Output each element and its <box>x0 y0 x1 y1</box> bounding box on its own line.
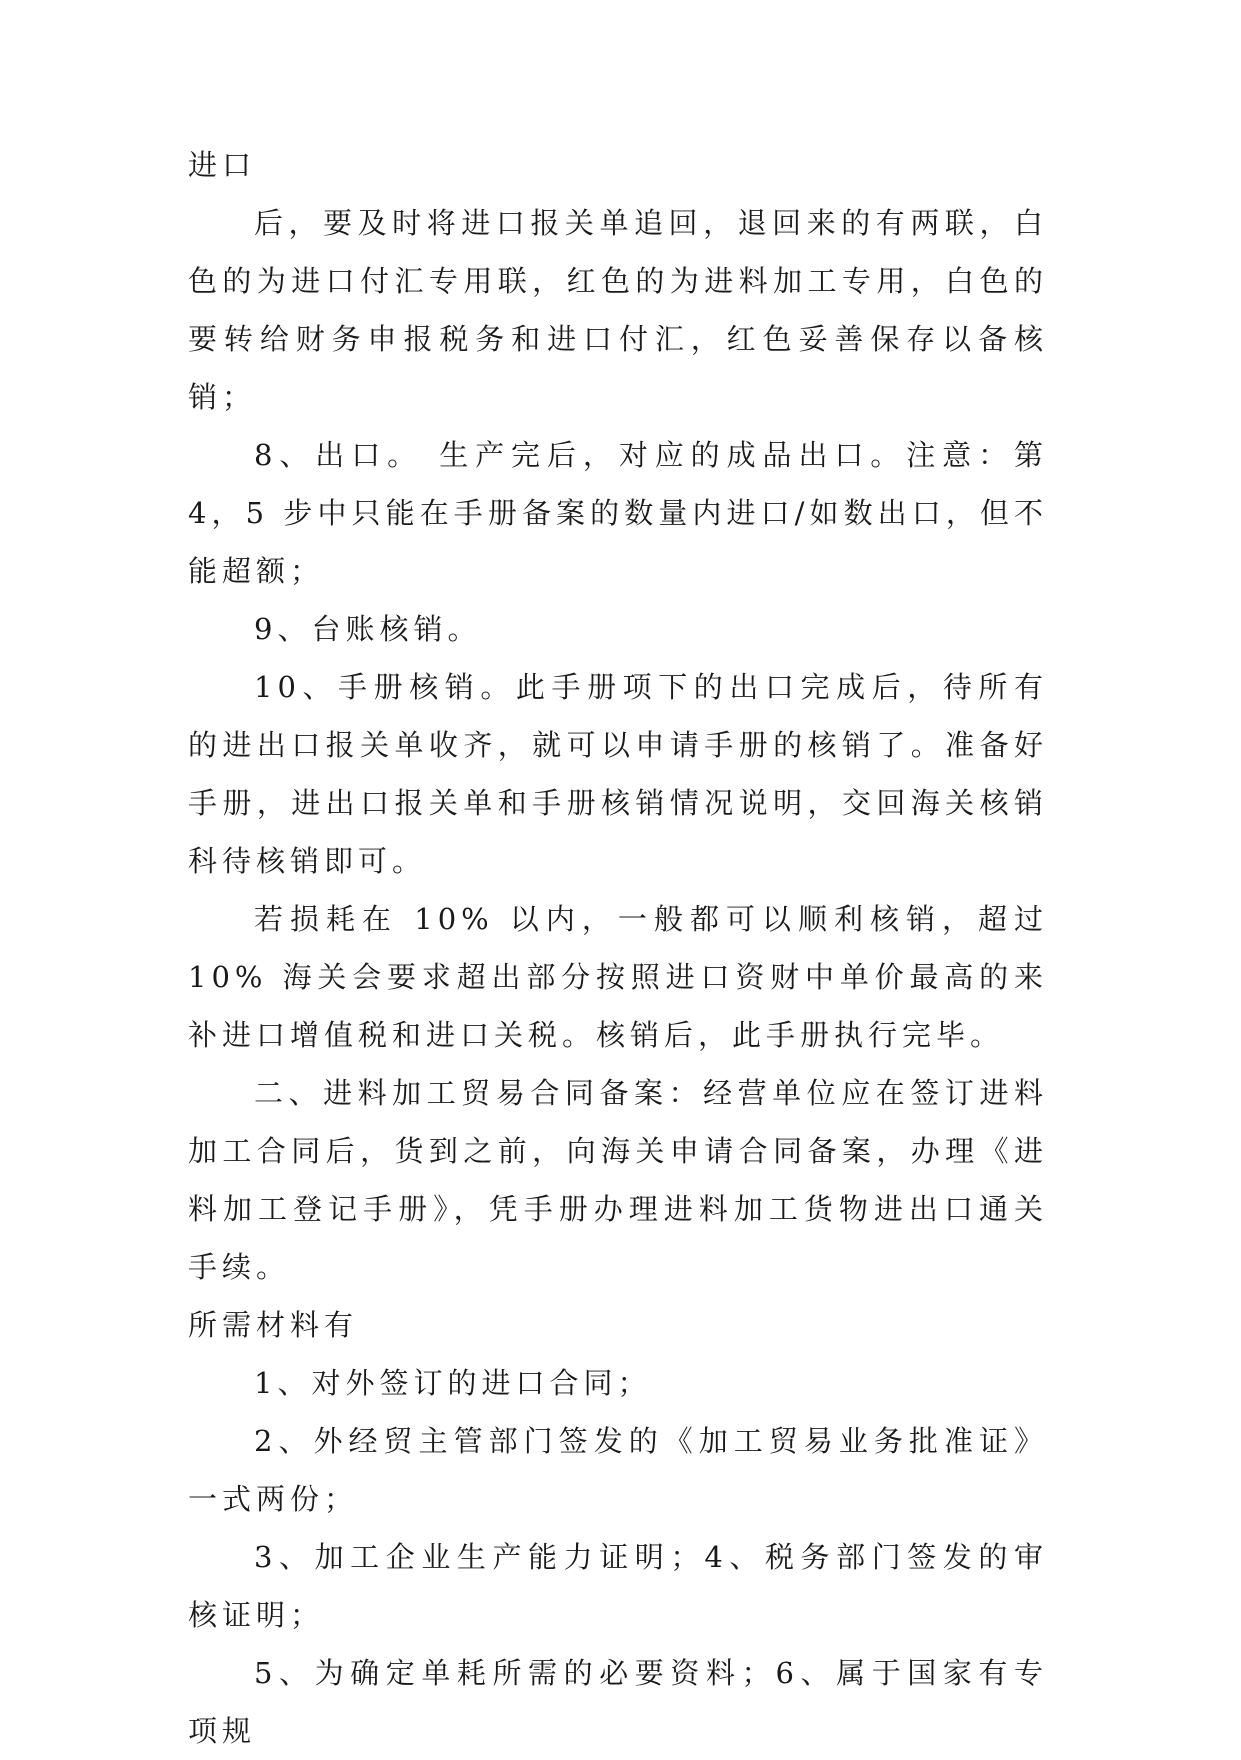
paragraph-8: 所需材料有 <box>188 1308 359 1342</box>
paragraph-1: 进口 <box>188 148 257 182</box>
paragraph-7: 二、进料加工贸易合同备案：经营单位应在签订进料加工合同后，货到之前，向海关申请合同备案，办理《进料加工登记手册》，凭手册办理进料加工货物进出口通关手续。 <box>188 1076 1048 1284</box>
document-page <box>188 136 1048 1760</box>
paragraph-11: 3、加工企业生产能力证明；4、税务部门签发的审核证明； <box>188 1540 1048 1632</box>
paragraph-5: 10、手册核销。此手册项下的出口完成后，待所有的进出口报关单收齐，就可以申请手册的核销了。准备好手册，进出口报关单和手册核销情况说明，交回海关核销科待核销即可。 <box>188 670 1048 878</box>
paragraph-12: 5、为确定单耗所需的必要资料；6、属于国家有专项规 <box>188 1656 1048 1748</box>
paragraph-6: 若损耗在 10% 以内，一般都可以顺利核销，超过 10% 海关会要求超出部分按照进口资财中单价最高的来补进口增值税和进口关税。核销后，此手册执行完毕。 <box>188 902 1048 1052</box>
paragraph-10: 2、外经贸主管部门签发的《加工贸易业务批准证》一式两份； <box>188 1424 1048 1516</box>
paragraph-4: 9、台账核销。 <box>254 612 482 646</box>
paragraph-2: 后，要及时将进口报关单追回，退回来的有两联，白色的为进口付汇专用联，红色的为进料加工专用，白色的要转给财务申报税务和进口付汇，红色妥善保存以备核销； <box>188 206 1048 414</box>
paragraph-3: 8、出口。 生产完后，对应的成品出口。注意：第 4，5 步中只能在手册备案的数量内进口/如数出口，但不能超额； <box>188 438 1048 588</box>
paragraph-9: 1、对外签订的进口合同； <box>254 1366 652 1400</box>
